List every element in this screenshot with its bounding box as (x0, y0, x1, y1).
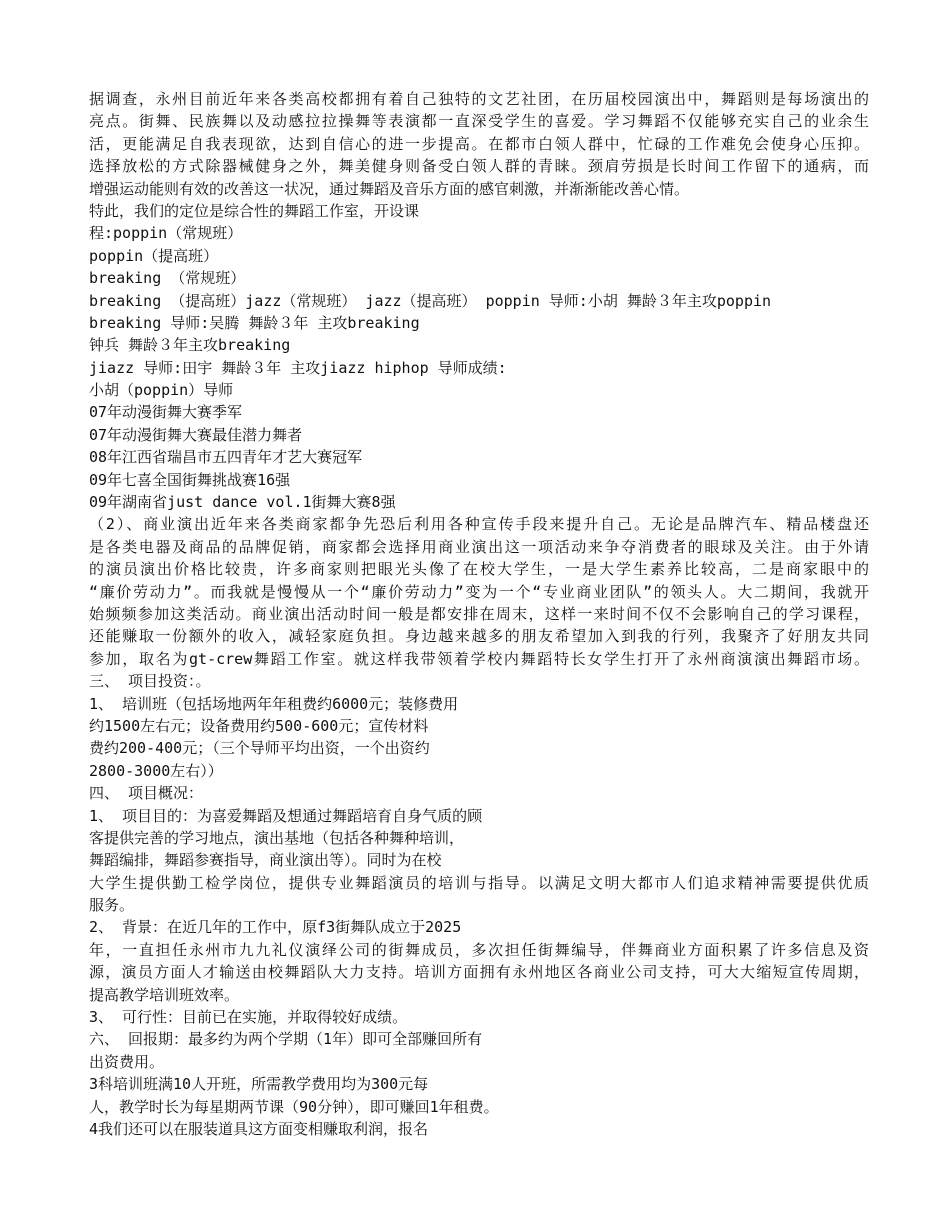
text-line: 参加，取名为gt-crew舞蹈工作室。就这样我带领着学校内舞蹈特长女学生打开了永州商演演出舞蹈市场。 (89, 649, 869, 668)
text-line: 选择放松的方式除器械健身之外，舞美健身则备受白领人群的青睐。颈肩劳损是长时间工作留下的通病，而 (89, 157, 869, 176)
text-line: （2）、商业演出近年来各类商家都争先恐后利用各种宣传手段来提升自己。无论是品牌汽车、精品楼盘还 (89, 515, 869, 534)
text-line: 服务。 (89, 896, 135, 915)
text-line: 07年动漫街舞大赛季军 (89, 403, 243, 422)
text-line: 程:poppin（常规班） (89, 224, 243, 243)
text-line: 还能赚取一份额外的收入，减轻家庭负担。身边越来越多的朋友希望加入到我的行列，我聚齐了好朋友共同 (89, 627, 869, 646)
text-line: breaking （提高班）jazz（常规班） jazz（提高班） poppin 导师:小胡 舞龄３年主攻poppin (89, 291, 772, 310)
document-body (89, 88, 869, 1140)
text-line: 费约200-400元；（三个导师平均出资，一个出资约 (89, 739, 430, 758)
text-line: 三、 项目投资：。 (89, 672, 211, 691)
text-line: 3、 可行性：目前已在实施，并取得较好成绩。 (89, 1008, 408, 1027)
text-line: 活，更能满足自我表现欲，达到自信心的进一步提高。在都市白领人群中，忙碌的工作难免会使身心压抑。 (89, 134, 869, 153)
text-line: jiazz 导师:田宇 舞龄３年 主攻jiazz hiphop 导师成绩: (89, 358, 507, 377)
text-line: 亮点。街舞、民族舞以及动感拉拉操舞等表演都一直深受学生的喜爱。学习舞蹈不仅能够充实自己的业余生 (89, 112, 869, 131)
text-line: 09年七喜全国街舞挑战赛16强 (89, 470, 291, 489)
text-line: 1、 培训班（包括场地两年年租费约6000元；装修费用 (89, 694, 459, 713)
text-line: 四、 项目概况： (89, 784, 204, 803)
text-line: 小胡（poppin）导师 (89, 381, 234, 400)
text-line: 4我们还可以在服装道具这方面变相赚取利润，报名 (89, 1119, 429, 1138)
text-line: breaking （常规班） (89, 269, 246, 288)
text-line: 1、 项目目的：为喜爱舞蹈及想通过舞蹈培育自身气质的顾 (89, 806, 483, 825)
text-line: 出资费用。 (89, 1052, 165, 1071)
text-line: breaking 导师:吴腾 舞龄３年 主攻breaking (89, 313, 420, 332)
text-line: 人，教学时长为每星期两节课（90分钟），即可赚回1年租费。 (89, 1097, 499, 1116)
text-line: 3科培训班满10人开班，所需教学费用均为300元每 (89, 1075, 429, 1094)
text-line: poppin（提高班） (89, 246, 219, 265)
text-line: 特此，我们的定位是综合性的舞蹈工作室，开设课 (89, 201, 420, 220)
text-line: 2、 背景：在近几年的工作中，原f3街舞队成立于2025 (89, 918, 462, 937)
text-line: 舞蹈编排，舞蹈参赛指导，商业演出等）。同时为在校 (89, 851, 442, 870)
text-line: 08年江西省瑞昌市五四青年才艺大赛冠军 (89, 448, 363, 467)
text-line: 的演员演出价格比较贵，许多商家则把眼光头像了在校大学生，一是大学生素养比较高，二是商家眼中的 (89, 560, 869, 579)
text-line: “廉价劳动力”。而我就是慢慢从一个“廉价劳动力”变为一个“专业商业团队”的领头人。大二期间，我就开 (89, 582, 869, 601)
text-line: 大学生提供勤工检学岗位，提供专业舞蹈演员的培训与指导。以满足文明大都市人们追求精神需要提供优质 (89, 873, 869, 892)
text-line: 始频频参加这类活动。商业演出活动时间一般是都安排在周末，这样一来时间不仅不会影响自己的学习课程， (89, 604, 869, 623)
text-line: 是各类电器及商品的品牌促销，商家都会选择用商业演出这一项活动来争夺消费者的眼球及关注。由于外请 (89, 537, 869, 556)
text-line: 约1500左右元；设备费用约500-600元；宣传材料 (89, 716, 429, 735)
text-line: 源，演员方面人才输送由校舞蹈队大力支持。培训方面拥有永州地区各商业公司支持，可大大缩短宣传周期， (89, 963, 869, 982)
text-line: 客提供完善的学习地点，演出基地（包括各种舞种培训， (89, 828, 465, 847)
text-line: 六、 回报期：最多约为两个学期（1年）即可全部赚回所有 (89, 1030, 483, 1049)
text-line: 增强运动能则有效的改善这一状况，通过舞蹈及音乐方面的感官刺激，并渐渐能改善心情。 (89, 179, 690, 198)
text-line: 钟兵 舞龄３年主攻breaking (89, 336, 291, 355)
text-line: 2800-3000左右）） (89, 761, 223, 780)
text-line: 07年动漫街舞大赛最佳潜力舞者 (89, 425, 303, 444)
text-line: 09年湖南省just dance vol.1街舞大赛8强 (89, 493, 396, 512)
text-line: 据调查，永州目前近年来各类高校都拥有着自己独特的文艺社团，在历届校园演出中，舞蹈则是每场演出的 (89, 90, 869, 108)
text-line: 年，一直担任永州市九九礼仪演绎公司的街舞成员，多次担任街舞编导，伴舞商业方面积累了许多信息及资 (89, 940, 869, 959)
text-line: 提高教学培训班效率。 (89, 985, 240, 1004)
